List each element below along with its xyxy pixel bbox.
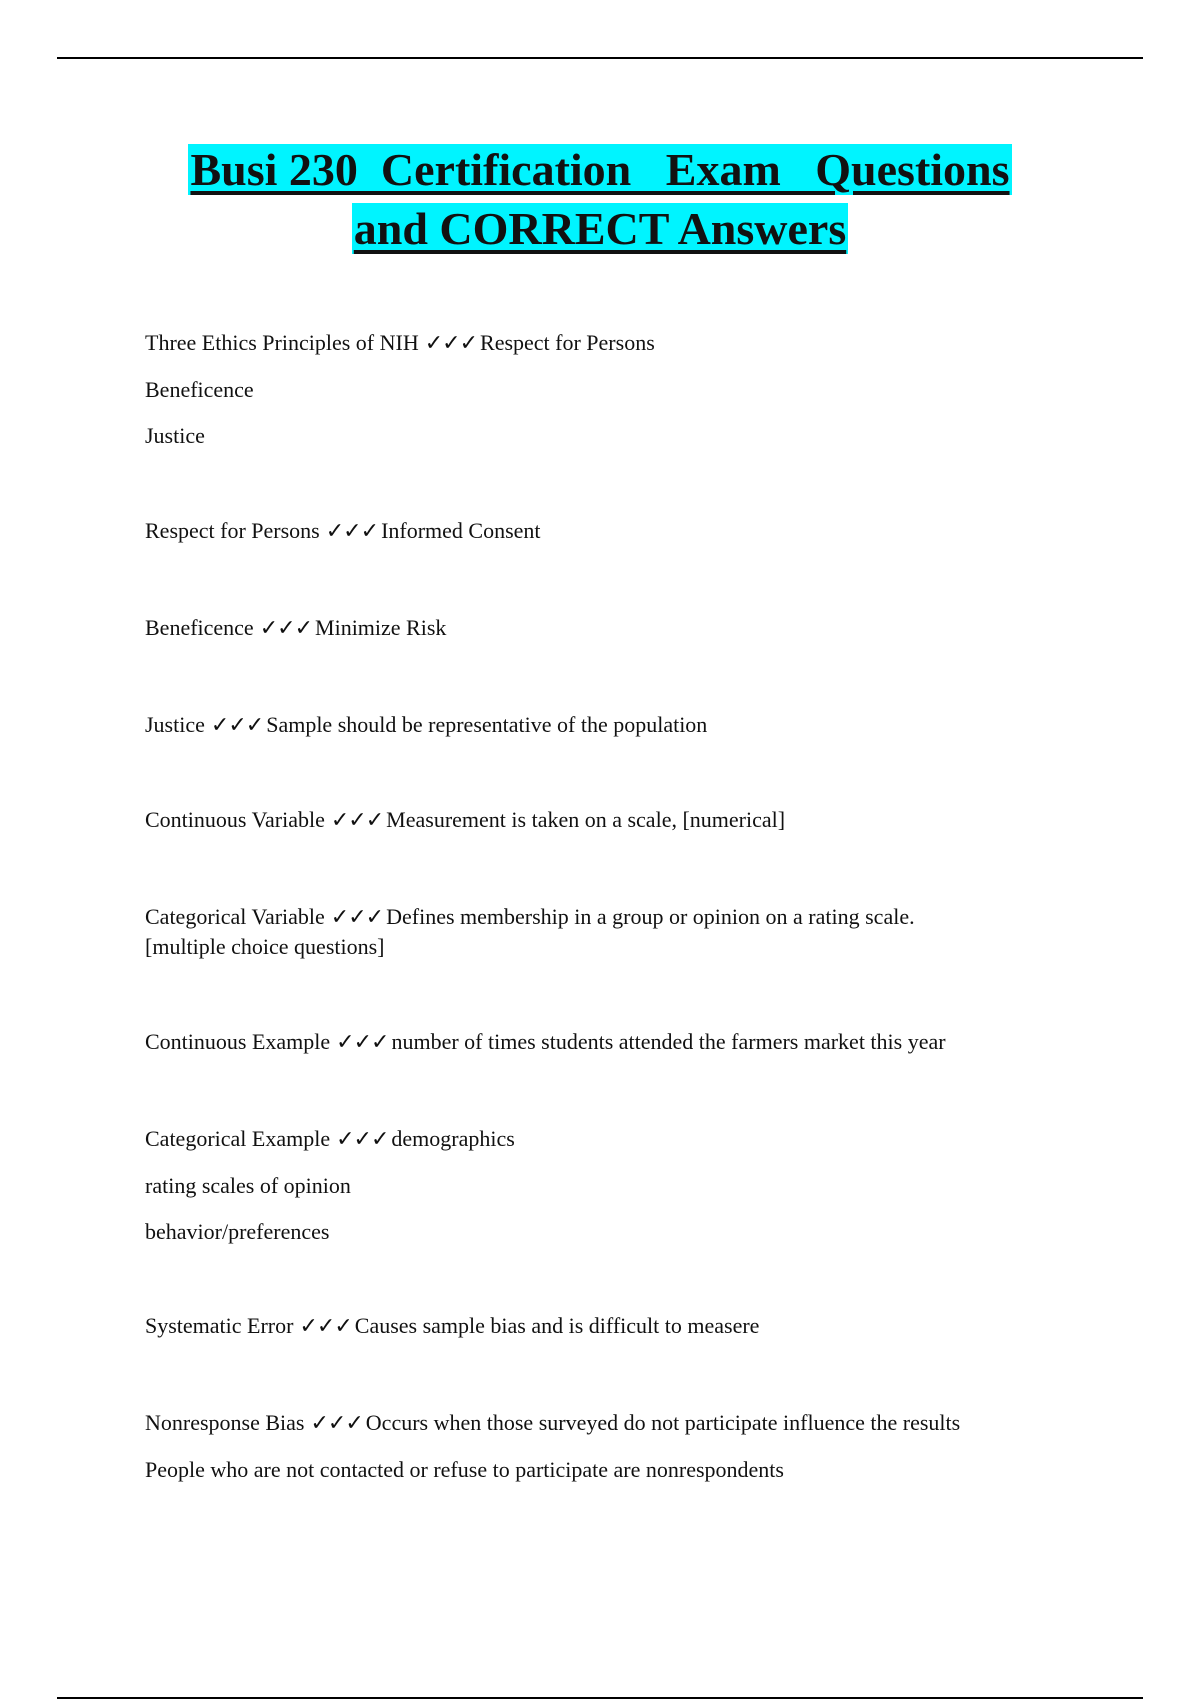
term: Three Ethics Principles of NIH bbox=[145, 330, 419, 355]
term: Beneficence bbox=[145, 615, 254, 640]
answer: Informed Consent bbox=[381, 518, 541, 543]
qa-entry bbox=[145, 328, 655, 358]
check-marks-icon: ✓✓✓ bbox=[259, 615, 313, 640]
answer: Sample should be representative of the population bbox=[266, 712, 708, 737]
answer-continuation: Beneficence bbox=[145, 377, 254, 402]
term: Categorical Example bbox=[145, 1126, 331, 1151]
term: Continuous Example bbox=[145, 1029, 331, 1054]
answer-continuation: People who are not contacted or refuse to participate are nonrespondents bbox=[145, 1457, 784, 1482]
qa-entry bbox=[145, 1027, 946, 1057]
term: Justice bbox=[145, 712, 205, 737]
check-marks-icon: ✓✓✓ bbox=[210, 712, 264, 737]
qa-entry bbox=[145, 516, 541, 546]
answer: number of times students attended the farmers market this year bbox=[391, 1029, 946, 1054]
term: Respect for Persons bbox=[145, 518, 320, 543]
document-title bbox=[57, 140, 1143, 258]
check-marks-icon: ✓✓✓ bbox=[325, 518, 379, 543]
qa-entry bbox=[145, 613, 446, 643]
answer: Occurs when those surveyed do not participate influence the results bbox=[365, 1410, 961, 1435]
answer: Causes sample bias and is difficult to measere bbox=[354, 1313, 760, 1338]
check-marks-icon: ✓✓✓ bbox=[310, 1410, 363, 1435]
answer: Measurement is taken on a scale, [numerical] bbox=[386, 807, 786, 832]
qa-entry bbox=[145, 902, 915, 932]
answer: Defines membership in a group or opinion on a rating scale. bbox=[386, 904, 915, 929]
answer-continuation: rating scales of opinion bbox=[145, 1173, 351, 1198]
qa-entry bbox=[145, 1311, 759, 1341]
answer: Respect for Persons bbox=[480, 330, 655, 355]
term: Systematic Error bbox=[145, 1313, 294, 1338]
check-marks-icon: ✓✓✓ bbox=[299, 1313, 352, 1338]
answer: demographics bbox=[391, 1126, 515, 1151]
term: Nonresponse Bias bbox=[145, 1410, 305, 1435]
answer-continuation: [multiple choice questions] bbox=[145, 934, 385, 959]
title-line-2: and CORRECT Answers bbox=[353, 203, 847, 254]
bottom-rule bbox=[57, 1697, 1143, 1699]
answer-continuation: behavior/preferences bbox=[145, 1219, 330, 1244]
term: Continuous Variable bbox=[145, 807, 325, 832]
qa-entry bbox=[145, 710, 707, 740]
check-marks-icon: ✓✓✓ bbox=[330, 807, 384, 832]
term: Categorical Variable bbox=[145, 904, 325, 929]
check-marks-icon: ✓✓✓ bbox=[424, 330, 478, 355]
answer: Minimize Risk bbox=[315, 615, 447, 640]
check-marks-icon: ✓✓✓ bbox=[336, 1029, 389, 1054]
top-rule bbox=[57, 57, 1143, 59]
answer-continuation: Justice bbox=[145, 423, 205, 448]
qa-entry bbox=[145, 1408, 960, 1438]
check-marks-icon: ✓✓✓ bbox=[330, 904, 384, 929]
qa-entry bbox=[145, 1124, 515, 1154]
qa-entry bbox=[145, 805, 785, 835]
title-line-1: Busi 230 Certification Exam Questions bbox=[190, 144, 1010, 195]
check-marks-icon: ✓✓✓ bbox=[336, 1126, 389, 1151]
